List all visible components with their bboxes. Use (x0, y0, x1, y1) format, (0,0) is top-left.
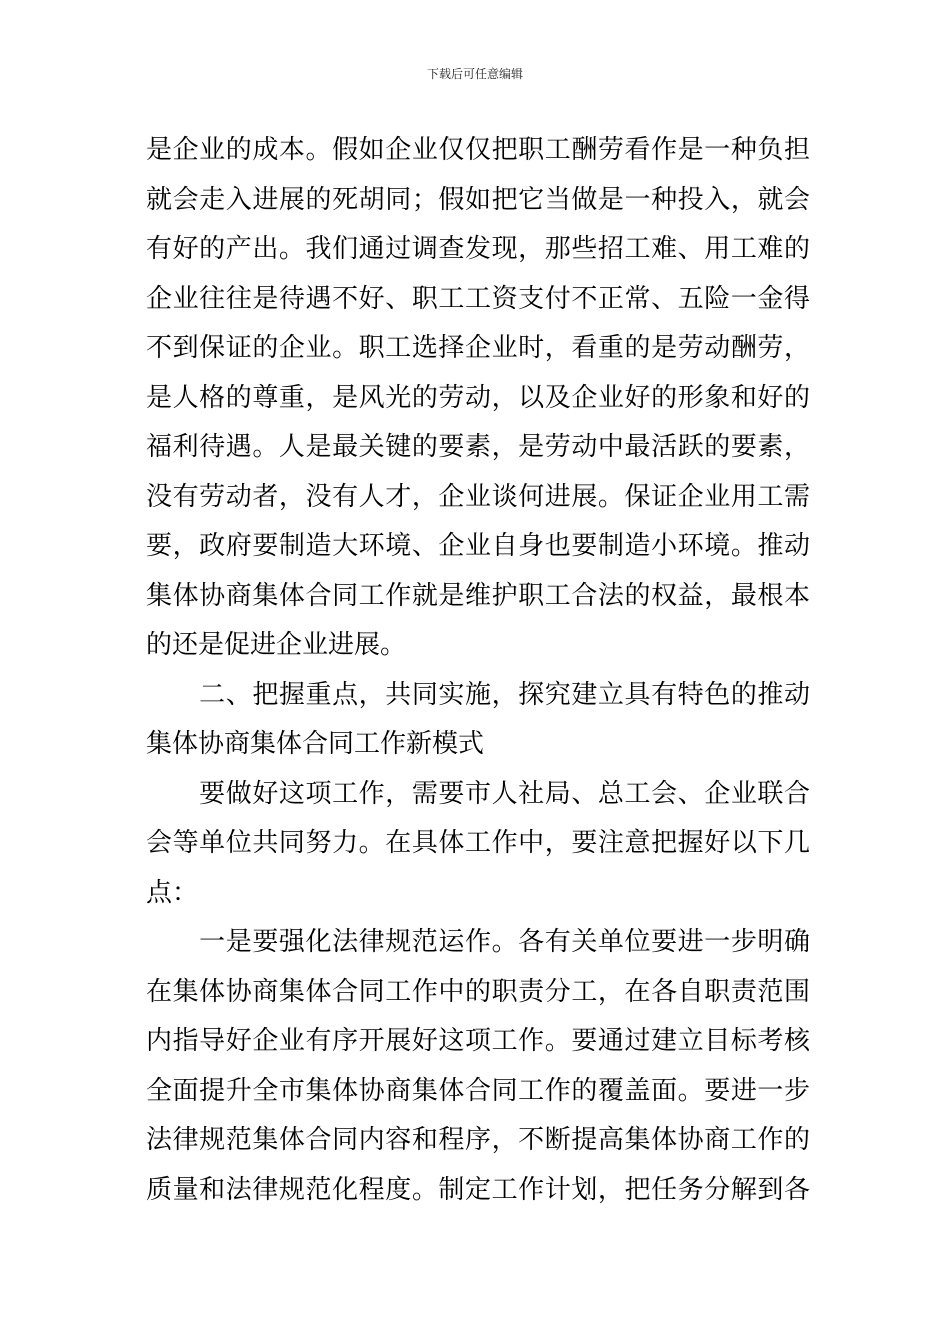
text-line: 就会走入进展的死胡同；假如把它当做是一种投入，就会 (146, 184, 810, 215)
paragraph-end-line: 的还是促进企业进展。 (146, 630, 407, 660)
text-line: 不到保证的企业。职工选择企业时，看重的是劳动酬劳， (146, 333, 810, 363)
text-line: 全面提升全市集体协商集体合同工作的覆盖面。要进一步 (146, 1075, 810, 1106)
text-line: 要，政府要制造大环境、企业自身也要制造小环境。推动 (146, 531, 810, 561)
paragraph-end-line: 点： (146, 877, 199, 908)
text-line: 福利待遇。人是最关键的要素，是劳动中最活跃的要素， (146, 432, 810, 462)
text-line: 有好的产出。我们通过调查发现，那些招工难、用工难的 (146, 234, 810, 264)
text-line: 是人格的尊重，是风光的劳动，以及企业好的形象和好的 (146, 382, 810, 413)
text-line: 没有劳动者，没有人才，企业谈何进展。保证企业用工需 (146, 481, 810, 512)
text-line: 集体协商集体合同工作就是维护职工合法的权益，最根本 (146, 580, 810, 611)
document-body (146, 126, 810, 1215)
text-line: 是企业的成本。假如企业仅仅把职工酬劳看作是一种负担 (146, 135, 810, 165)
text-line: 要做好这项工作，需要市人社局、总工会、企业联合 (146, 778, 810, 809)
text-line: 在集体协商集体合同工作中的职责分工，在各自职责范围 (146, 976, 810, 1007)
text-line: 一是要强化法律规范运作。各有关单位要进一步明确 (146, 927, 810, 957)
text-line: 企业往往是待遇不好、职工工资支付不正常、五险一金得 (146, 283, 810, 314)
section-heading-line: 二、把握重点，共同实施，探究建立具有特色的推动 (146, 679, 810, 710)
text-line: 法律规范集体合同内容和程序，不断提高集体协商工作的 (146, 1125, 810, 1155)
page-header: 下载后可任意编辑 (426, 67, 523, 81)
text-line: 内指导好企业有序开展好这项工作。要通过建立目标考核 (146, 1026, 810, 1056)
text-line: 会等单位共同努力。在具体工作中，要注意把握好以下几 (146, 828, 810, 858)
section-heading-end-line: 集体协商集体合同工作新模式 (146, 729, 485, 759)
text-line: 质量和法律规范化程度。制定工作计划，把任务分解到各 (146, 1174, 810, 1205)
